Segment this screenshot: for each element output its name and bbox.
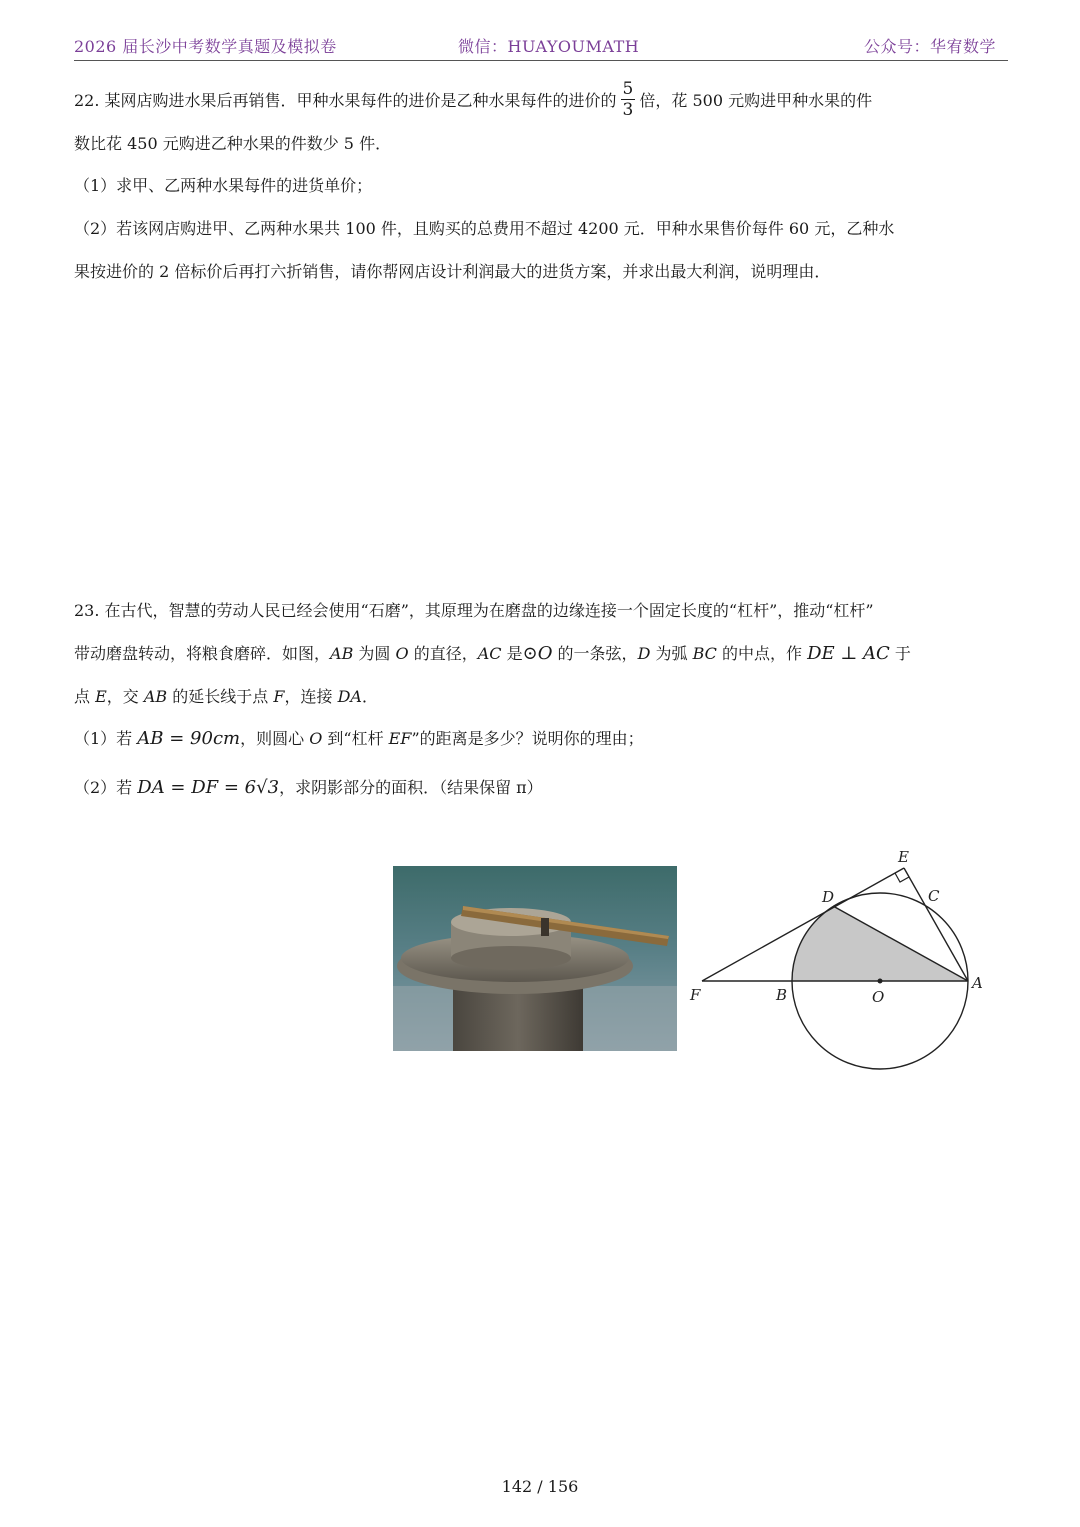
math-bc: BC — [692, 644, 717, 663]
label-f: F — [690, 986, 701, 1004]
math-ab-equals-90cm: AB = 90cm — [137, 728, 241, 749]
math-da: DA — [337, 687, 362, 706]
upper-millstone-bottom — [451, 946, 571, 970]
fraction-denominator: 3 — [622, 100, 634, 120]
q23-line1: 23. 在古代，智慧的劳动人民已经会使用“石磨”，其原理为在磨盘的边缘连接一个固定长度的“杠杆”，推动“杠杆” — [74, 601, 874, 620]
math-ac: AC — [477, 644, 502, 663]
fraction-five-thirds — [621, 79, 636, 120]
q23-text: （1）若 — [74, 729, 138, 748]
label-a: A — [972, 974, 983, 992]
q22-text-a: 22. 某网店购进水果后再销售．甲种水果每件的进价是乙种水果每件的进价的 — [74, 91, 617, 110]
math-e: E — [95, 687, 107, 706]
q22-part2-line1: （2）若该网店购进甲、乙两种水果共 100 件，且购买的总费用不超过 4200 元．甲种水果售价每件 60 元，乙种水 — [74, 219, 895, 238]
math-o: O — [395, 644, 409, 663]
label-e: E — [898, 848, 909, 866]
q22-line1 — [74, 81, 1014, 122]
math-ab: AB — [143, 687, 168, 706]
q22-line2: 数比花 450 元购进乙种水果的件数少 5 件． — [74, 134, 392, 153]
q22-text-b: 倍，花 500 元购进甲种水果的件 — [639, 91, 873, 110]
q22-part2-line2: 果按进价的 2 倍标价后再打六折销售，请你帮网店设计利润最大的进货方案，并求出最大利润，说明理由． — [74, 262, 831, 281]
math-de-perp-ac: DE ⊥ AC — [807, 643, 890, 664]
math-ab: AB — [330, 644, 354, 663]
stone-pedestal — [453, 986, 583, 1051]
math-ef: EF — [388, 729, 412, 748]
fraction-numerator: 5 — [622, 79, 634, 99]
q23-text: ． — [361, 687, 378, 706]
page-header — [74, 34, 1008, 61]
page-number: 142 / 156 — [501, 1477, 579, 1496]
math-da-df-6root3: DA = DF = 6√3 — [137, 777, 280, 798]
q23-text: ，交 — [106, 687, 144, 706]
q23-text: ，则圆心 — [240, 729, 310, 748]
header-account: 公众号：华宥数学 — [863, 37, 996, 56]
header-wechat: 微信：HUAYOUMATH — [458, 37, 640, 56]
q23-part2 — [74, 777, 1014, 799]
q23-text: 为圆 — [353, 644, 396, 663]
header-title: 2026 届长沙中考数学真题及模拟卷 — [74, 37, 337, 56]
label-c: C — [928, 887, 940, 905]
q23-text: ，求阴影部分的面积．（结果保留 π） — [279, 778, 543, 797]
q23-text: （2）若 — [74, 778, 138, 797]
millstone-photo — [393, 866, 677, 1051]
q23-text: 是 — [501, 644, 523, 663]
q23-text: 到“杠杆 — [322, 729, 389, 748]
q23-text: 于 — [889, 644, 911, 663]
q23-line3 — [74, 686, 1014, 708]
q23-text: ”的距离是多少？说明你的理由； — [411, 729, 644, 748]
center-dot — [878, 979, 883, 984]
q23-line2 — [74, 643, 1014, 665]
math-f: F — [273, 687, 285, 706]
math-o: O — [309, 729, 323, 748]
label-b: B — [776, 986, 788, 1004]
math-d: D — [637, 644, 651, 663]
q23-text: ，连接 — [284, 687, 338, 706]
q23-text: 带动磨盘转动，将粮食磨碎．如图， — [74, 644, 331, 663]
math-circle-o: ⊙O — [522, 643, 553, 664]
q23-text: 为弧 — [650, 644, 693, 663]
label-d: D — [822, 888, 835, 906]
q23-part1 — [74, 728, 1014, 750]
q23-text: 点 — [74, 687, 96, 706]
label-o: O — [872, 988, 885, 1006]
q23-text: 的中点，作 — [716, 644, 808, 663]
geometry-diagram — [686, 842, 998, 1078]
q22-part1: （1）求甲、乙两种水果每件的进货单价； — [74, 176, 373, 195]
lever-bracket — [541, 918, 549, 936]
q23-text: 的直径， — [408, 644, 478, 663]
q23-text: 的延长线于点 — [167, 687, 274, 706]
q23-text: 的一条弦， — [552, 644, 638, 663]
